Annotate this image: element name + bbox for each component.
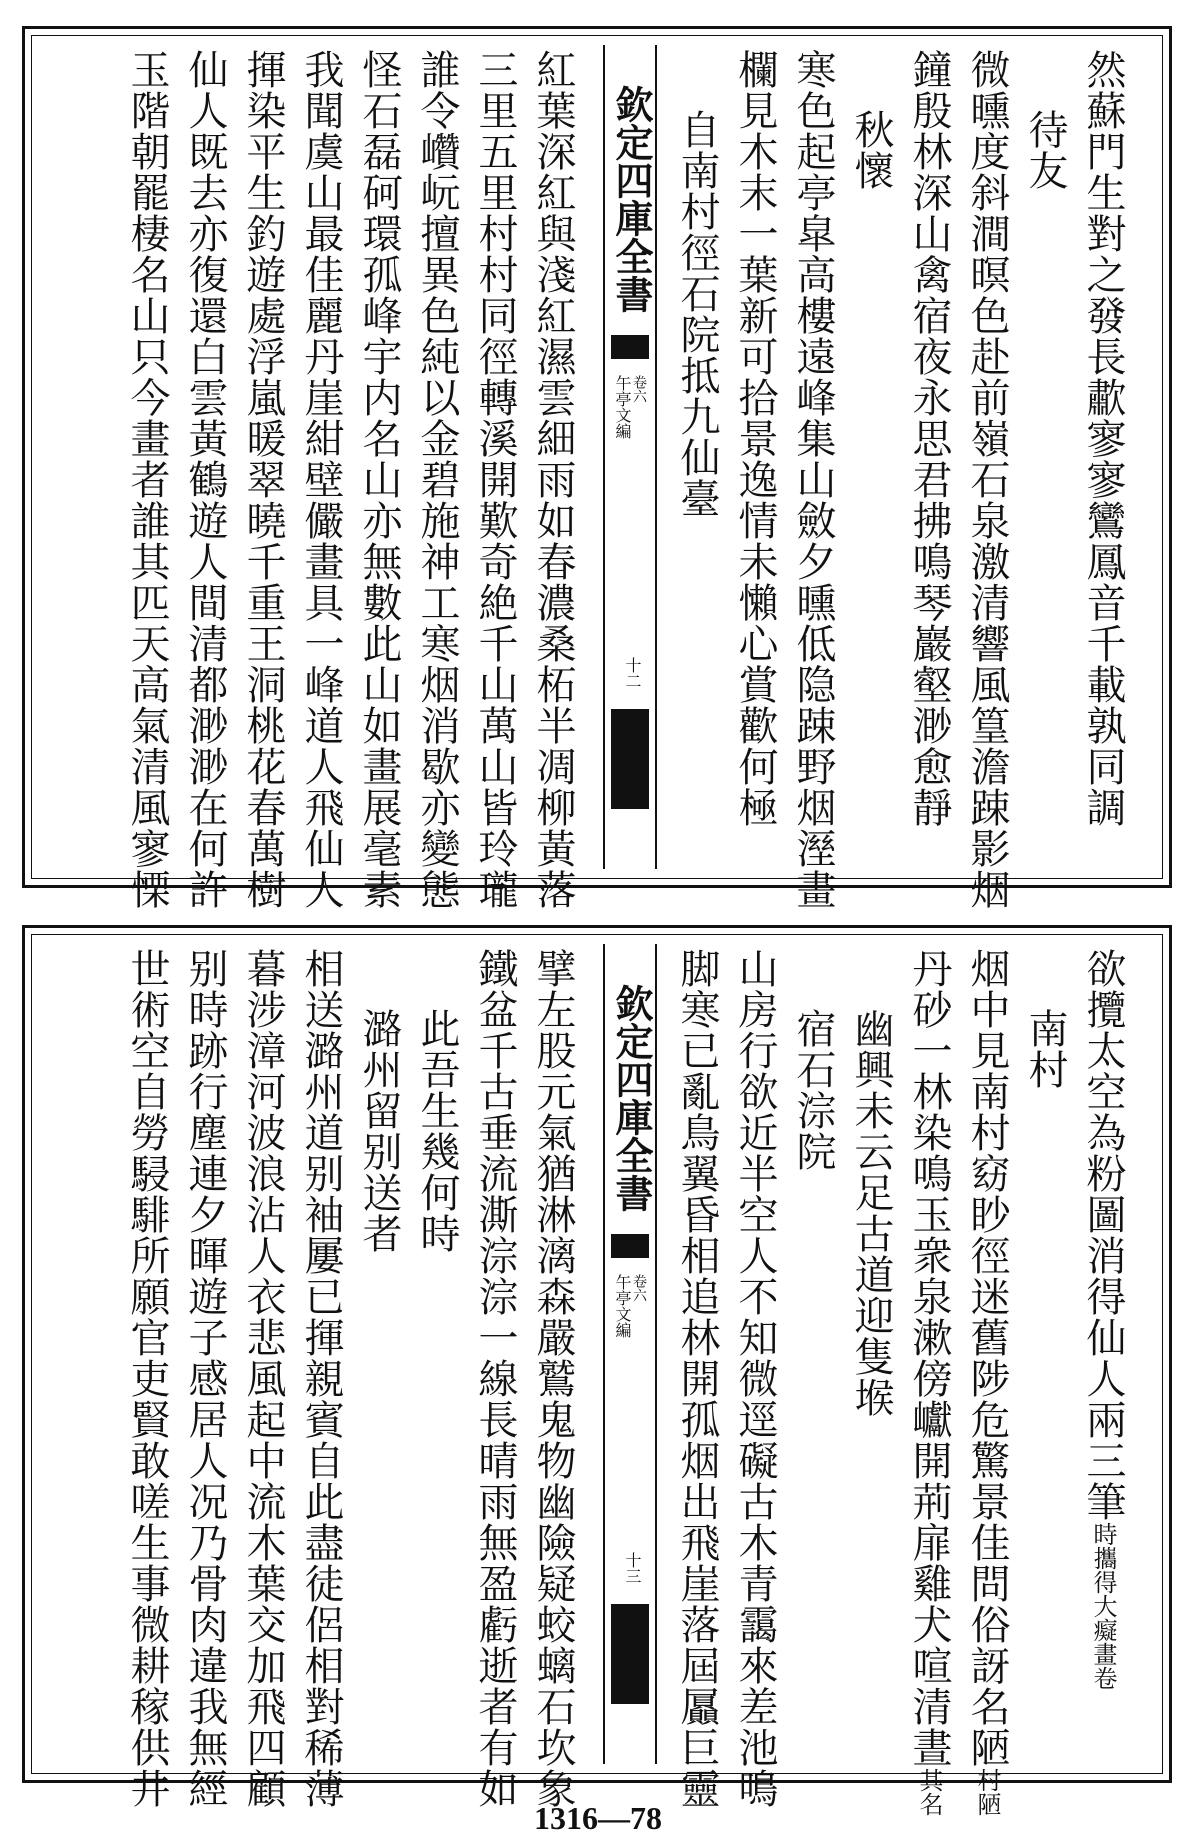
column-text: 然蘇門生對之發長歗寥寥鸞鳳音千載孰同調 (1080, 49, 1126, 828)
text-column (785, 49, 841, 910)
gutter-folio: 十二 (623, 657, 642, 689)
column-annotation: 村陋 (973, 1768, 1001, 1816)
text-column (351, 1008, 407, 1760)
text-column (409, 1008, 465, 1760)
gutter-fishtail (611, 335, 649, 359)
gutter-title: 欽定四庫全書 (609, 85, 654, 313)
text-column (1017, 1008, 1073, 1760)
text-column (235, 49, 291, 910)
text-column (1075, 49, 1131, 865)
column-text: 秋懷 (848, 109, 894, 191)
column-text: 我聞虞山最佳麗丹崖紺壁儼畫具一峰道人飛仙人 (298, 49, 344, 910)
column-text: 丹砂一林染鳴玉衆泉漱傍巘開荊扉雞犬喧清晝 (906, 948, 952, 1768)
column-text: 紅葉深紅與淺紅濕雲細雨如春濃桑柘半凋柳黃落 (530, 49, 576, 910)
column-text: 脚寒已亂鳥翼昏相追林開孤烟出飛崖落屆屭巨靈 (674, 948, 720, 1809)
column-text: 幽興未云足古道迎隻堠 (848, 1008, 894, 1418)
column-annotation: 時攜得大癡畫卷 (1089, 1522, 1117, 1690)
column-text: 微曛度斜澗暝色赴前嶺石泉激清響風篁澹踈影烟 (964, 49, 1010, 910)
text-column (959, 948, 1015, 1816)
text-column (669, 948, 725, 1809)
page-number: 1316—78 (534, 1800, 662, 1836)
column-text: 揮染平生釣遊處浮嵐暖翠曉千重王洞桃花春萬樹 (240, 49, 286, 910)
column-text: 誰令巑岏擅異色純以金碧施神工寒烟消歇亦變態 (414, 49, 460, 910)
bottom-center-gutter (603, 944, 657, 1764)
column-text: 别時跡行塵連夕暉遊子感居人况乃骨肉違我無經 (182, 948, 228, 1809)
column-text: 相送潞州道别袖屢已揮親賓自此盡徒侶相對稀薄 (298, 948, 344, 1809)
text-column (901, 49, 957, 865)
gutter-fishtail (611, 1234, 649, 1258)
text-column (727, 49, 783, 865)
gutter-title: 欽定四庫全書 (609, 984, 654, 1212)
text-column (467, 948, 523, 1809)
column-text: 自南村徑石院抵九仙臺 (674, 109, 720, 519)
gutter-volume: 卷六 (631, 1274, 647, 1302)
top-center-gutter (603, 45, 657, 869)
column-text: 鐵盆千古垂流澌淙淙一線長晴雨無盈虧逝者有如 (472, 948, 518, 1809)
column-text: 擘左股元氣猶淋漓森嚴鷲鬼物幽險疑蛟螭石坎象 (530, 948, 576, 1809)
text-column (177, 948, 233, 1809)
column-text: 怪石磊砢環孤峰宇内名山亦無數此山如畫展毫素 (356, 49, 402, 910)
column-text: 欄見木末一葉新可拾景逸情未懶心賞歡何極 (732, 49, 778, 828)
column-text: 待友 (1022, 109, 1068, 191)
text-column (843, 109, 899, 865)
text-column (727, 948, 783, 1809)
top-page (22, 26, 1172, 910)
text-column (351, 49, 407, 910)
text-column (843, 1008, 899, 1760)
column-annotation: 其名 (915, 1768, 943, 1816)
gutter-folio: 十三 (623, 1552, 642, 1584)
text-column (901, 948, 957, 1816)
column-text: 潞州留别送者 (356, 1008, 402, 1254)
text-column (119, 49, 175, 910)
text-column (1017, 109, 1073, 865)
text-column (959, 49, 1015, 910)
text-column (785, 1008, 841, 1760)
gutter-volume: 卷六 (631, 375, 647, 403)
column-text: 此吾生幾何時 (414, 1008, 460, 1254)
column-text: 山房行欲近半空人不知微逕礙古木青靄來差池鳴 (732, 948, 778, 1809)
text-column (235, 948, 291, 1809)
column-text: 三里五里村村同徑轉溪開歎奇絶千山萬山皆玲瓏 (472, 49, 518, 910)
text-column (525, 49, 581, 910)
text-column (669, 109, 725, 865)
column-text: 欲攬太空為粉圖消得仙人兩三筆 (1080, 948, 1126, 1522)
column-text: 玉階朝罷棲名山只今畫者誰其匹天高氣清風寥慄 (124, 49, 170, 910)
gutter-fishtail-bottom (611, 1604, 649, 1704)
text-column (1075, 948, 1131, 1760)
gutter-collection: 午亭文編 (613, 1274, 632, 1338)
text-column (293, 948, 349, 1809)
column-text: 南村 (1022, 1008, 1068, 1090)
column-text: 世術空自勞駸騑所願官吏賢敢嗟生事微耕稼供井 (124, 948, 170, 1809)
column-text: 寒色起亭皐高樓遠峰集山斂夕曛低隐踈野烟溼畫 (790, 49, 836, 910)
bottom-page (22, 925, 1172, 1816)
gutter-collection: 午亭文編 (613, 375, 632, 439)
text-column (525, 948, 581, 1809)
text-column (293, 49, 349, 910)
text-column (409, 49, 465, 910)
text-column (119, 948, 175, 1809)
column-text: 烟中見南村窈眇徑迷舊陟危驚景佳問俗訝名陋 (964, 948, 1010, 1768)
text-column (177, 49, 233, 910)
gutter-fishtail-bottom (611, 709, 649, 809)
column-text: 鐘殷林深山禽宿夜永思君拂鳴琴巖壑渺愈靜 (906, 49, 952, 828)
column-text: 仙人既去亦復還白雲黃鶴遊人間清都渺渺在何許 (182, 49, 228, 910)
text-column (467, 49, 523, 910)
column-text: 暮涉漳河波浪沾人衣悲風起中流木葉交加飛四顧 (240, 948, 286, 1809)
column-text: 宿石淙院 (790, 1008, 836, 1172)
